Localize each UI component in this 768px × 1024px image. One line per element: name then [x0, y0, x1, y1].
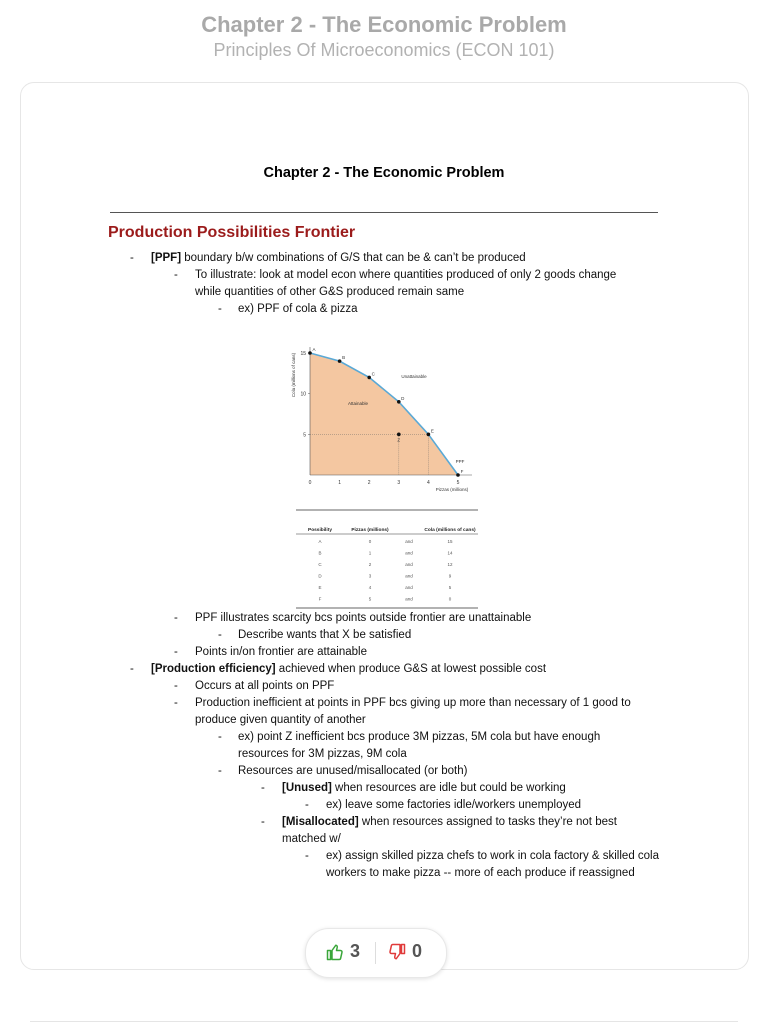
ppf-point-label: E: [430, 428, 434, 434]
line-text: boundary b/w combinations of G/S that can be & can’t be produced: [181, 252, 526, 264]
document-line: [326, 848, 659, 864]
line-text: ex) point Z inefficient bcs produce 3M pizzas, 5M cola but have enough: [238, 731, 601, 743]
rating-widget: [305, 928, 447, 978]
line-text: achieved when produce G&S at lowest possible cost: [275, 663, 547, 675]
line-text: Points in/on frontier are attainable: [195, 646, 367, 658]
bullet-dash: -: [174, 612, 178, 624]
thumbs-down-button[interactable]: [388, 941, 422, 962]
table-cell: 9: [448, 573, 452, 579]
x-axis-label: Pizzas (millions): [435, 487, 469, 492]
line-text: while quantities of other G&S produced remain same: [195, 286, 465, 298]
document-line: [195, 267, 616, 283]
term-label: [PPF]: [151, 252, 182, 264]
document-line: [195, 678, 334, 694]
table-cell: C: [318, 562, 322, 567]
table-cell: E: [318, 585, 322, 590]
attainable-region: [310, 353, 458, 475]
title-divider: [110, 212, 658, 213]
table-header: Cola (millions of cans): [424, 528, 476, 533]
bullet-dash: -: [174, 646, 178, 658]
line-text: ex) assign skilled pizza chefs to work in cola factory & skilled cola: [326, 850, 660, 862]
document-line: [151, 661, 546, 677]
document-line: [282, 780, 566, 796]
table-cell: and: [405, 562, 413, 567]
unattainable-label: Unattainable: [401, 374, 427, 379]
y-tick-label: 10: [300, 391, 306, 398]
bullet-dash: -: [261, 816, 265, 828]
bullet-dash: -: [130, 252, 134, 264]
ppf-table: [288, 505, 488, 615]
document-line: [195, 712, 366, 728]
document-line: [238, 301, 358, 317]
x-tick-label: 2: [367, 480, 371, 486]
ppf-point: [397, 400, 401, 404]
table-cell: 5: [368, 596, 372, 602]
table-cell: and: [405, 573, 413, 579]
thumbs-up-icon: [326, 943, 344, 961]
x-tick-label: 1: [338, 480, 341, 486]
y-tick-label: 15: [300, 351, 306, 357]
y-tick-label: 5: [303, 432, 306, 439]
document-line: [238, 746, 407, 762]
attainable-label: Attainable: [347, 401, 369, 406]
table-cell: 4: [368, 585, 372, 590]
ppf-point-label: A: [312, 347, 316, 352]
x-tick-label: 4: [427, 480, 430, 486]
course-subtitle: Principles Of Microeconomics (ECON 101): [213, 40, 555, 60]
thumbs-up-button[interactable]: [326, 941, 360, 962]
ppf-point: [338, 359, 342, 363]
term-label: [Unused]: [282, 782, 332, 794]
x-tick-label: 0: [308, 480, 312, 486]
table-cell: 0: [368, 539, 372, 544]
line-text: when resources are idle but could be working: [331, 782, 566, 794]
thumbs-down-icon: [388, 943, 406, 961]
ppf-point: [367, 376, 371, 380]
ppf-curve-label: PPF: [455, 459, 465, 464]
document-line: [238, 627, 411, 643]
footer-divider: [30, 1021, 738, 1022]
bullet-dash: -: [261, 782, 265, 794]
term-label: [Misallocated]: [282, 816, 359, 828]
document-line: [151, 250, 526, 266]
table-cell: 14: [447, 550, 453, 556]
bullet-dash: -: [218, 765, 222, 777]
ppf-point-label: F: [460, 469, 464, 474]
ppf-point-label: D: [401, 395, 405, 401]
bullet-dash: -: [305, 799, 309, 811]
bullet-dash: -: [174, 680, 178, 692]
table-cell: 12: [447, 562, 453, 567]
bullet-dash: -: [174, 697, 178, 709]
table-cell: 1: [368, 550, 372, 556]
ppf-figure: [288, 335, 488, 602]
table-cell: F: [318, 596, 322, 602]
document-line: [238, 763, 467, 779]
document-title: Chapter 2 - The Economic Problem: [263, 165, 505, 181]
table-cell: and: [405, 596, 413, 602]
thumbs-down-count: 0: [412, 941, 423, 961]
section-title: Production Possibilities Frontier: [108, 224, 356, 241]
bullet-dash: -: [174, 269, 178, 281]
document-line: [282, 814, 617, 830]
bullet-dash: -: [218, 303, 222, 315]
ppf-point: [427, 433, 431, 437]
table-header: Possibility: [308, 528, 332, 533]
line-text: ex) PPF of cola & pizza: [238, 303, 358, 315]
table-cell: 3: [368, 573, 372, 579]
line-text: matched w/: [282, 833, 341, 845]
table-cell: A: [318, 539, 322, 544]
line-text: Describe wants that X be satisfied: [238, 629, 412, 641]
page-title: Chapter 2 - The Economic Problem: [201, 12, 567, 37]
document-line: [326, 865, 635, 881]
table-header: Pizzas (millions): [351, 528, 389, 533]
ppf-point-label: C: [371, 371, 375, 377]
table-cell: 5: [448, 585, 452, 590]
table-cell: and: [405, 550, 413, 556]
table-cell: D: [318, 573, 322, 579]
point-z: [397, 433, 401, 437]
table-cell: B: [318, 550, 322, 556]
bullet-dash: -: [130, 663, 134, 675]
document-line: [282, 831, 341, 847]
point-z-label: Z: [397, 437, 401, 443]
rating-separator: [375, 942, 376, 964]
ppf-point: [456, 473, 460, 477]
x-tick-label: 3: [397, 480, 401, 486]
table-cell: 0: [448, 596, 452, 602]
table-cell: and: [405, 539, 413, 544]
line-text: ex) leave some factories idle/workers unemployed: [326, 799, 582, 811]
document-line: [238, 729, 600, 745]
table-cell: 15: [447, 539, 453, 544]
line-text: To illustrate: look at model econ where quantities produced of only 2 goods change: [195, 269, 617, 281]
page-header: [0, 12, 768, 62]
line-text: produce given quantity of another: [195, 714, 366, 726]
line-text: resources for 3M pizzas, 9M cola: [238, 748, 407, 760]
document-line: [195, 644, 367, 660]
ppf-chart: [288, 335, 488, 500]
line-text: PPF illustrates scarcity bcs points outside frontier are unattainable: [195, 612, 532, 624]
line-text: Resources are unused/misallocated (or both): [238, 765, 468, 777]
x-tick-label: 5: [456, 480, 460, 486]
document-line: [195, 284, 464, 300]
thumbs-up-count: 3: [350, 941, 361, 961]
term-label: [Production efficiency]: [151, 663, 276, 675]
line-text: Production inefficient at points in PPF bcs giving up more than necessary of 1 good to: [195, 697, 631, 709]
bullet-dash: -: [305, 850, 309, 862]
line-text: workers to make pizza -- more of each produce if reassigned: [326, 867, 635, 879]
ppf-point: [308, 351, 312, 355]
bullet-dash: -: [218, 731, 222, 743]
y-axis-label: Cola (millions of cans): [291, 352, 296, 398]
table-cell: 2: [368, 562, 372, 567]
line-text: Occurs at all points on PPF: [195, 680, 335, 692]
table-cell: and: [405, 585, 413, 590]
document-line: [326, 797, 581, 813]
ppf-point-label: B: [342, 355, 346, 361]
bullet-dash: -: [218, 629, 222, 641]
line-text: when resources assigned to tasks they’re not best: [358, 816, 617, 828]
document-line: [195, 695, 631, 711]
